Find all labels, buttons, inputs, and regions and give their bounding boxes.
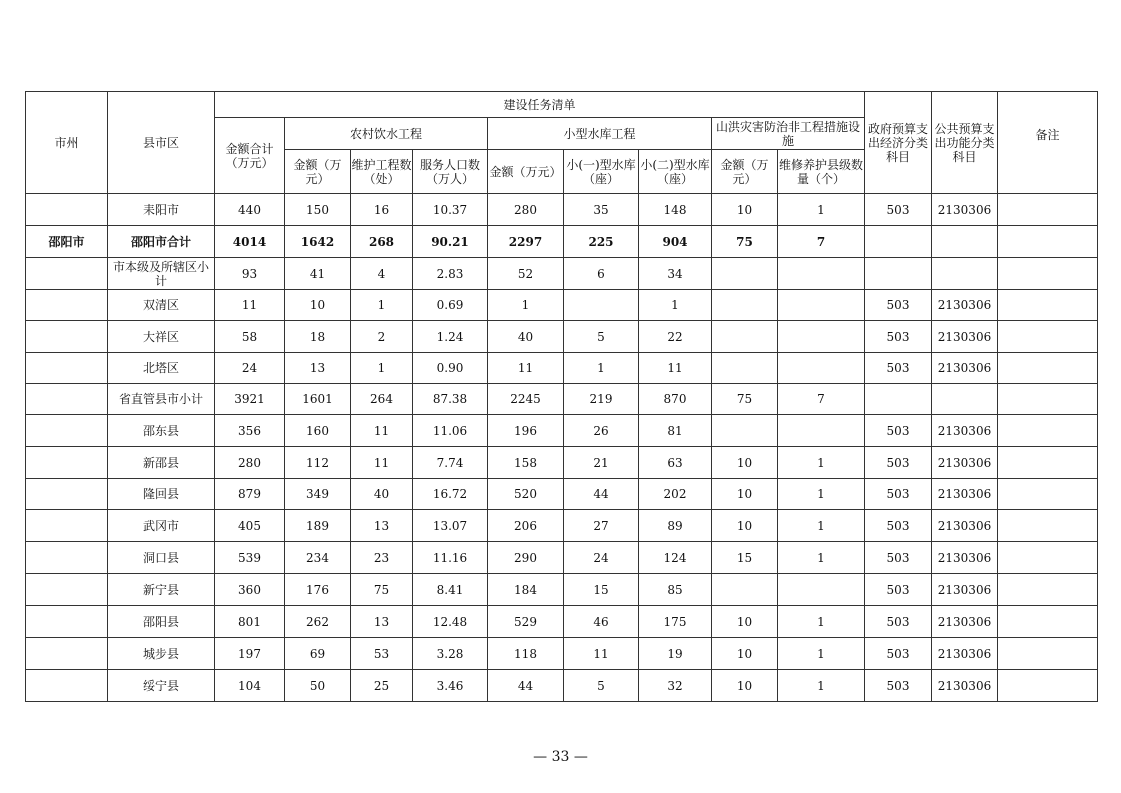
cell-county: 市本级及所辖区小计: [108, 258, 215, 290]
cell-rw-population: 11.16: [413, 542, 488, 574]
cell-city: [26, 670, 108, 702]
cell-remark: [998, 415, 1098, 447]
cell-fl-counties: [778, 321, 865, 353]
table-header: [26, 92, 1098, 194]
cell-rw-projects: 53: [351, 638, 413, 670]
cell-sr-small1: 27: [564, 510, 639, 542]
cell-rw-projects: 16: [351, 194, 413, 226]
cell-county: 新邵县: [108, 447, 215, 479]
cell-rw-amount: 189: [285, 510, 351, 542]
cell-rw-amount: 349: [285, 479, 351, 510]
cell-total: 801: [215, 606, 285, 638]
cell-gov: 503: [865, 670, 932, 702]
cell-rw-amount: 13: [285, 353, 351, 384]
cell-sr-small2: 124: [639, 542, 712, 574]
cell-pub: 2130306: [932, 638, 998, 670]
cell-rw-projects: 25: [351, 670, 413, 702]
cell-rw-projects: 2: [351, 321, 413, 353]
cell-rw-amount: 1601: [285, 384, 351, 415]
cell-rw-projects: 23: [351, 542, 413, 574]
cell-total: 104: [215, 670, 285, 702]
cell-rw-projects: 40: [351, 479, 413, 510]
table-row: [26, 606, 1098, 638]
table-row: [26, 510, 1098, 542]
table-row: [26, 447, 1098, 479]
cell-pub: 2130306: [932, 194, 998, 226]
header-sr-amount: 金额（万元）: [488, 150, 564, 194]
cell-fl-amount: 10: [712, 510, 778, 542]
cell-gov: 503: [865, 638, 932, 670]
cell-gov: [865, 258, 932, 290]
cell-sr-small1: 46: [564, 606, 639, 638]
table-body: [26, 194, 1098, 702]
cell-fl-counties: [778, 415, 865, 447]
cell-city: [26, 384, 108, 415]
cell-gov: 503: [865, 290, 932, 321]
header-county: 县市区: [108, 92, 215, 194]
cell-gov: 503: [865, 415, 932, 447]
cell-rw-amount: 1642: [285, 226, 351, 258]
cell-rw-population: 0.69: [413, 290, 488, 321]
cell-sr-small2: 32: [639, 670, 712, 702]
cell-city: [26, 194, 108, 226]
cell-total: 405: [215, 510, 285, 542]
cell-sr-small1: 225: [564, 226, 639, 258]
cell-rw-population: 87.38: [413, 384, 488, 415]
cell-sr-small1: 21: [564, 447, 639, 479]
cell-fl-counties: 7: [778, 384, 865, 415]
cell-rw-amount: 160: [285, 415, 351, 447]
cell-remark: [998, 226, 1098, 258]
cell-total: 360: [215, 574, 285, 606]
cell-remark: [998, 670, 1098, 702]
cell-fl-amount: 75: [712, 226, 778, 258]
cell-county: 省直管县市小计: [108, 384, 215, 415]
cell-rw-projects: 75: [351, 574, 413, 606]
cell-fl-counties: 1: [778, 479, 865, 510]
cell-sr-amount: 2297: [488, 226, 564, 258]
header-total-amount: 金额合计（万元）: [215, 118, 285, 194]
table-row: [26, 226, 1098, 258]
cell-fl-counties: [778, 290, 865, 321]
cell-fl-counties: 1: [778, 606, 865, 638]
cell-rw-population: 7.74: [413, 447, 488, 479]
cell-rw-projects: 1: [351, 353, 413, 384]
cell-county: 双清区: [108, 290, 215, 321]
cell-fl-counties: 1: [778, 670, 865, 702]
header-fl-counties: 维修养护县级数量（个）: [778, 150, 865, 194]
cell-rw-amount: 10: [285, 290, 351, 321]
cell-pub: 2130306: [932, 510, 998, 542]
cell-rw-projects: 264: [351, 384, 413, 415]
cell-sr-small2: 89: [639, 510, 712, 542]
header-public-budget: 公共预算支出功能分类科目: [932, 92, 998, 194]
cell-rw-population: 13.07: [413, 510, 488, 542]
cell-rw-population: 1.24: [413, 321, 488, 353]
cell-total: 539: [215, 542, 285, 574]
cell-rw-population: 2.83: [413, 258, 488, 290]
cell-rw-population: 3.28: [413, 638, 488, 670]
cell-sr-amount: 280: [488, 194, 564, 226]
cell-sr-small2: 175: [639, 606, 712, 638]
cell-county: 新宁县: [108, 574, 215, 606]
header-small-reservoir: 小型水库工程: [488, 118, 712, 150]
cell-total: 356: [215, 415, 285, 447]
cell-rw-population: 90.21: [413, 226, 488, 258]
header-sr-small2: 小(二)型水库（座）: [639, 150, 712, 194]
cell-rw-population: 16.72: [413, 479, 488, 510]
cell-sr-amount: 529: [488, 606, 564, 638]
table-row: [26, 353, 1098, 384]
header-remark: 备注: [998, 92, 1098, 194]
cell-sr-small1: 15: [564, 574, 639, 606]
cell-sr-small1: 44: [564, 479, 639, 510]
table-row: [26, 542, 1098, 574]
cell-rw-population: 12.48: [413, 606, 488, 638]
cell-sr-small1: 24: [564, 542, 639, 574]
cell-rw-projects: 13: [351, 510, 413, 542]
cell-gov: 503: [865, 447, 932, 479]
cell-sr-amount: 206: [488, 510, 564, 542]
cell-rw-population: 3.46: [413, 670, 488, 702]
cell-city: [26, 447, 108, 479]
cell-fl-amount: [712, 321, 778, 353]
cell-sr-amount: 2245: [488, 384, 564, 415]
cell-remark: [998, 542, 1098, 574]
cell-fl-counties: [778, 574, 865, 606]
cell-remark: [998, 353, 1098, 384]
header-task-list: 建设任务清单: [215, 92, 865, 118]
cell-pub: [932, 226, 998, 258]
cell-fl-amount: [712, 258, 778, 290]
cell-sr-small1: 5: [564, 321, 639, 353]
cell-gov: [865, 384, 932, 415]
cell-sr-amount: 118: [488, 638, 564, 670]
cell-city: [26, 321, 108, 353]
cell-remark: [998, 447, 1098, 479]
cell-pub: 2130306: [932, 479, 998, 510]
cell-rw-projects: 13: [351, 606, 413, 638]
cell-rw-projects: 11: [351, 447, 413, 479]
cell-sr-small2: 202: [639, 479, 712, 510]
cell-county: 大祥区: [108, 321, 215, 353]
cell-sr-amount: 520: [488, 479, 564, 510]
cell-fl-amount: [712, 415, 778, 447]
cell-gov: 503: [865, 321, 932, 353]
cell-sr-small1: 1: [564, 353, 639, 384]
cell-fl-amount: [712, 290, 778, 321]
cell-rw-population: 0.90: [413, 353, 488, 384]
cell-rw-projects: 11: [351, 415, 413, 447]
header-rw-projects: 维护工程数（处）: [351, 150, 413, 194]
cell-pub: [932, 384, 998, 415]
cell-fl-counties: 7: [778, 226, 865, 258]
cell-remark: [998, 290, 1098, 321]
cell-sr-small1: 219: [564, 384, 639, 415]
table-row: [26, 194, 1098, 226]
cell-sr-amount: 11: [488, 353, 564, 384]
cell-sr-small1: 11: [564, 638, 639, 670]
cell-total: 3921: [215, 384, 285, 415]
cell-county: 邵东县: [108, 415, 215, 447]
cell-sr-amount: 290: [488, 542, 564, 574]
cell-fl-counties: 1: [778, 194, 865, 226]
cell-fl-amount: 10: [712, 606, 778, 638]
cell-county: 隆回县: [108, 479, 215, 510]
cell-fl-counties: 1: [778, 447, 865, 479]
cell-pub: 2130306: [932, 606, 998, 638]
budget-table: [25, 91, 1098, 702]
cell-sr-small2: 63: [639, 447, 712, 479]
cell-sr-small2: 870: [639, 384, 712, 415]
cell-gov: 503: [865, 574, 932, 606]
cell-remark: [998, 258, 1098, 290]
cell-fl-amount: 10: [712, 638, 778, 670]
cell-county: 耒阳市: [108, 194, 215, 226]
cell-gov: [865, 226, 932, 258]
cell-city: [26, 606, 108, 638]
cell-sr-small2: 148: [639, 194, 712, 226]
cell-sr-small1: 26: [564, 415, 639, 447]
header-flood-control: 山洪灾害防治非工程措施设施: [712, 118, 865, 150]
cell-sr-small2: 904: [639, 226, 712, 258]
cell-pub: 2130306: [932, 321, 998, 353]
cell-pub: 2130306: [932, 574, 998, 606]
cell-fl-amount: 15: [712, 542, 778, 574]
cell-sr-small2: 11: [639, 353, 712, 384]
cell-rw-amount: 41: [285, 258, 351, 290]
table-row: [26, 290, 1098, 321]
cell-fl-counties: 1: [778, 542, 865, 574]
cell-rw-amount: 262: [285, 606, 351, 638]
table-row: [26, 670, 1098, 702]
cell-rw-projects: 4: [351, 258, 413, 290]
cell-remark: [998, 574, 1098, 606]
header-gov-budget: 政府预算支出经济分类科目: [865, 92, 932, 194]
table-row: [26, 574, 1098, 606]
page-number: — 33 —: [533, 749, 588, 765]
header-rw-population: 服务人口数（万人）: [413, 150, 488, 194]
table-row: [26, 479, 1098, 510]
cell-rw-amount: 69: [285, 638, 351, 670]
cell-pub: 2130306: [932, 290, 998, 321]
cell-remark: [998, 479, 1098, 510]
cell-remark: [998, 638, 1098, 670]
cell-sr-amount: 1: [488, 290, 564, 321]
cell-rw-population: 8.41: [413, 574, 488, 606]
cell-fl-amount: 10: [712, 447, 778, 479]
header-city: 市州: [26, 92, 108, 194]
cell-fl-amount: 10: [712, 670, 778, 702]
cell-sr-amount: 196: [488, 415, 564, 447]
header-fl-amount: 金额（万元）: [712, 150, 778, 194]
cell-sr-small1: 6: [564, 258, 639, 290]
cell-total: 93: [215, 258, 285, 290]
cell-pub: 2130306: [932, 415, 998, 447]
cell-pub: 2130306: [932, 670, 998, 702]
cell-pub: 2130306: [932, 542, 998, 574]
cell-county: 武冈市: [108, 510, 215, 542]
table-row: [26, 415, 1098, 447]
cell-rw-amount: 112: [285, 447, 351, 479]
cell-pub: 2130306: [932, 353, 998, 384]
cell-city: [26, 353, 108, 384]
cell-rw-amount: 150: [285, 194, 351, 226]
cell-gov: 503: [865, 353, 932, 384]
cell-gov: 503: [865, 194, 932, 226]
cell-sr-small1: [564, 290, 639, 321]
cell-city: [26, 542, 108, 574]
cell-rw-projects: 1: [351, 290, 413, 321]
cell-city: [26, 574, 108, 606]
cell-gov: 503: [865, 510, 932, 542]
cell-remark: [998, 194, 1098, 226]
cell-total: 24: [215, 353, 285, 384]
cell-rw-population: 11.06: [413, 415, 488, 447]
cell-fl-counties: [778, 353, 865, 384]
table-row: [26, 384, 1098, 415]
cell-fl-amount: 10: [712, 194, 778, 226]
cell-county: 邵阳市合计: [108, 226, 215, 258]
cell-gov: 503: [865, 606, 932, 638]
table-row: [26, 258, 1098, 290]
cell-city: 邵阳市: [26, 226, 108, 258]
cell-gov: 503: [865, 542, 932, 574]
cell-city: [26, 510, 108, 542]
cell-rw-population: 10.37: [413, 194, 488, 226]
cell-sr-small1: 5: [564, 670, 639, 702]
cell-rw-amount: 234: [285, 542, 351, 574]
cell-rw-amount: 50: [285, 670, 351, 702]
cell-total: 440: [215, 194, 285, 226]
cell-fl-amount: [712, 353, 778, 384]
cell-city: [26, 415, 108, 447]
cell-gov: 503: [865, 479, 932, 510]
cell-rw-amount: 176: [285, 574, 351, 606]
cell-fl-counties: [778, 258, 865, 290]
cell-county: 邵阳县: [108, 606, 215, 638]
cell-total: 280: [215, 447, 285, 479]
cell-city: [26, 479, 108, 510]
cell-sr-small1: 35: [564, 194, 639, 226]
cell-sr-amount: 40: [488, 321, 564, 353]
cell-city: [26, 638, 108, 670]
cell-pub: [932, 258, 998, 290]
cell-sr-small2: 81: [639, 415, 712, 447]
header-rural-water: 农村饮水工程: [285, 118, 488, 150]
cell-county: 城步县: [108, 638, 215, 670]
cell-total: 197: [215, 638, 285, 670]
cell-sr-amount: 44: [488, 670, 564, 702]
cell-sr-small2: 85: [639, 574, 712, 606]
cell-sr-small2: 19: [639, 638, 712, 670]
cell-total: 58: [215, 321, 285, 353]
cell-sr-amount: 158: [488, 447, 564, 479]
cell-fl-amount: 75: [712, 384, 778, 415]
cell-county: 洞口县: [108, 542, 215, 574]
cell-fl-amount: 10: [712, 479, 778, 510]
cell-rw-projects: 268: [351, 226, 413, 258]
cell-city: [26, 290, 108, 321]
cell-remark: [998, 606, 1098, 638]
cell-fl-counties: 1: [778, 638, 865, 670]
cell-remark: [998, 321, 1098, 353]
cell-sr-amount: 52: [488, 258, 564, 290]
cell-fl-amount: [712, 574, 778, 606]
cell-rw-amount: 18: [285, 321, 351, 353]
cell-fl-counties: 1: [778, 510, 865, 542]
cell-city: [26, 258, 108, 290]
header-rw-amount: 金额（万元）: [285, 150, 351, 194]
cell-sr-small2: 1: [639, 290, 712, 321]
cell-remark: [998, 384, 1098, 415]
cell-total: 879: [215, 479, 285, 510]
cell-sr-amount: 184: [488, 574, 564, 606]
table-row: [26, 638, 1098, 670]
header-sr-small1: 小(一)型水库（座）: [564, 150, 639, 194]
cell-total: 11: [215, 290, 285, 321]
cell-pub: 2130306: [932, 447, 998, 479]
cell-sr-small2: 34: [639, 258, 712, 290]
cell-total: 4014: [215, 226, 285, 258]
cell-remark: [998, 510, 1098, 542]
cell-sr-small2: 22: [639, 321, 712, 353]
table-row: [26, 321, 1098, 353]
cell-county: 绥宁县: [108, 670, 215, 702]
cell-county: 北塔区: [108, 353, 215, 384]
